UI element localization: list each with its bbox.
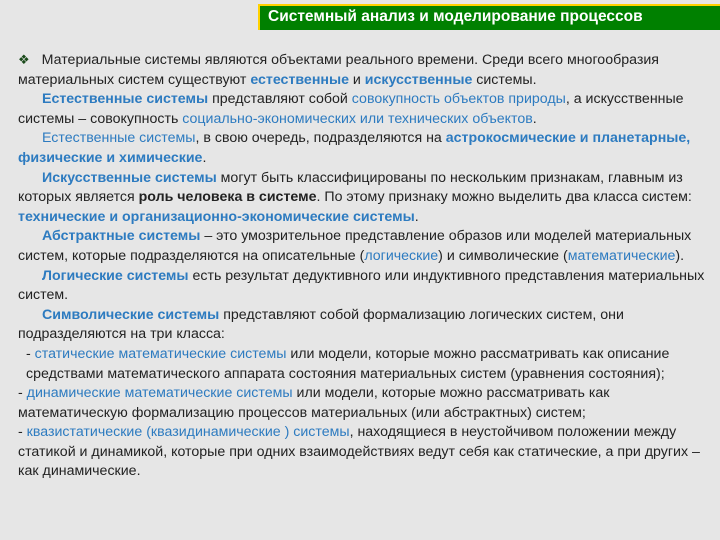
term-logical: логические [364,247,439,264]
text: , в свою очередь, подразделяются на [195,130,446,147]
paragraph-logical-systems [18,267,708,306]
text: есть результат дедуктивного или индуктивного представления материальных систем. [18,267,705,304]
text: ) и символические ( [438,247,568,264]
paragraph-natural-subdivision [18,129,708,168]
text: . [414,208,419,225]
text: . По этому признаку можно выделить два класса систем: [316,189,692,206]
text: – это умозрительное представление образов или моделей материальных систем, которые подразделяются на описательные ( [18,228,692,264]
term-human-role: роль человека в системе [138,189,317,206]
term-artificial: искусственные [364,71,473,88]
text: могут быть классифицированы по нескольким признакам, главным из которых является [18,169,683,206]
text: или модели, которые можно рассматривать как описание средствами математического аппарата состояния материальных систем (уравнения состояния); [26,345,670,382]
text: и [348,71,365,88]
term-natural: естественные [250,71,349,88]
slide-body [18,50,708,482]
term-logical-systems: Логические системы [42,267,189,284]
text: или модели, которые можно рассматривать как математическую формализацию процессов материальных (или абстрактных) систем; [18,385,610,421]
paragraph-artificial-systems [18,169,708,228]
term-static-math: статические математические системы [34,345,287,362]
term-natural-systems: Естественные системы [42,130,196,147]
text: . [532,110,537,127]
term-quasistatic: квазистатические (квазидинамические ) системы [26,424,350,441]
diamond-bullet-icon: ❖ [18,52,30,67]
term-astro-planetary: астрокосмические и планетарные, физические и химические [18,130,691,166]
text: . [202,149,207,166]
term-abstract-systems: Абстрактные системы [42,228,201,245]
paragraph-symbolic-systems [18,306,708,345]
list-item-dynamic [18,384,708,423]
text: Материальные системы являются объектами реального времени. Среди всего многообразия материальных систем существуют [18,52,659,88]
text: , находящиеся в неустойчивом положении между статикой и динамикой, которые при одних взаимодействиях ведут себя как статические, а при других – как динамические. [18,424,700,480]
term-nature-objects: совокупность объектов природы [351,91,566,108]
paragraph-material-systems [18,50,708,90]
term-socio-technical: социально-экономических или технических объектов [182,110,533,127]
term-dynamic-math: динамические математические системы [26,385,293,402]
dash: - [18,424,27,441]
term-natural-systems: Естественные системы [42,91,209,108]
text: , а искусственные системы – совокупность [18,91,684,127]
term-technical-org-econ: технические и организационно-экономические системы [18,208,415,225]
list-item-quasistatic [18,423,708,482]
paragraph-natural-systems [18,90,708,129]
term-symbolic-systems: Символические системы [42,306,220,323]
term-artificial-systems: Искусственные системы [42,169,217,186]
text: системы. [472,71,537,88]
dash: - [26,345,35,362]
term-mathematical: математические [567,247,676,264]
slide-title: Системный анализ и моделирование процессов [258,4,720,30]
dash: - [18,385,27,402]
text: ). [675,247,685,264]
list-item-static [18,345,708,384]
text: представляют собой формализацию логических систем, они подразделяются на три класса: [18,306,624,343]
paragraph-abstract-systems [18,227,708,266]
text: представляют собой [208,91,352,108]
